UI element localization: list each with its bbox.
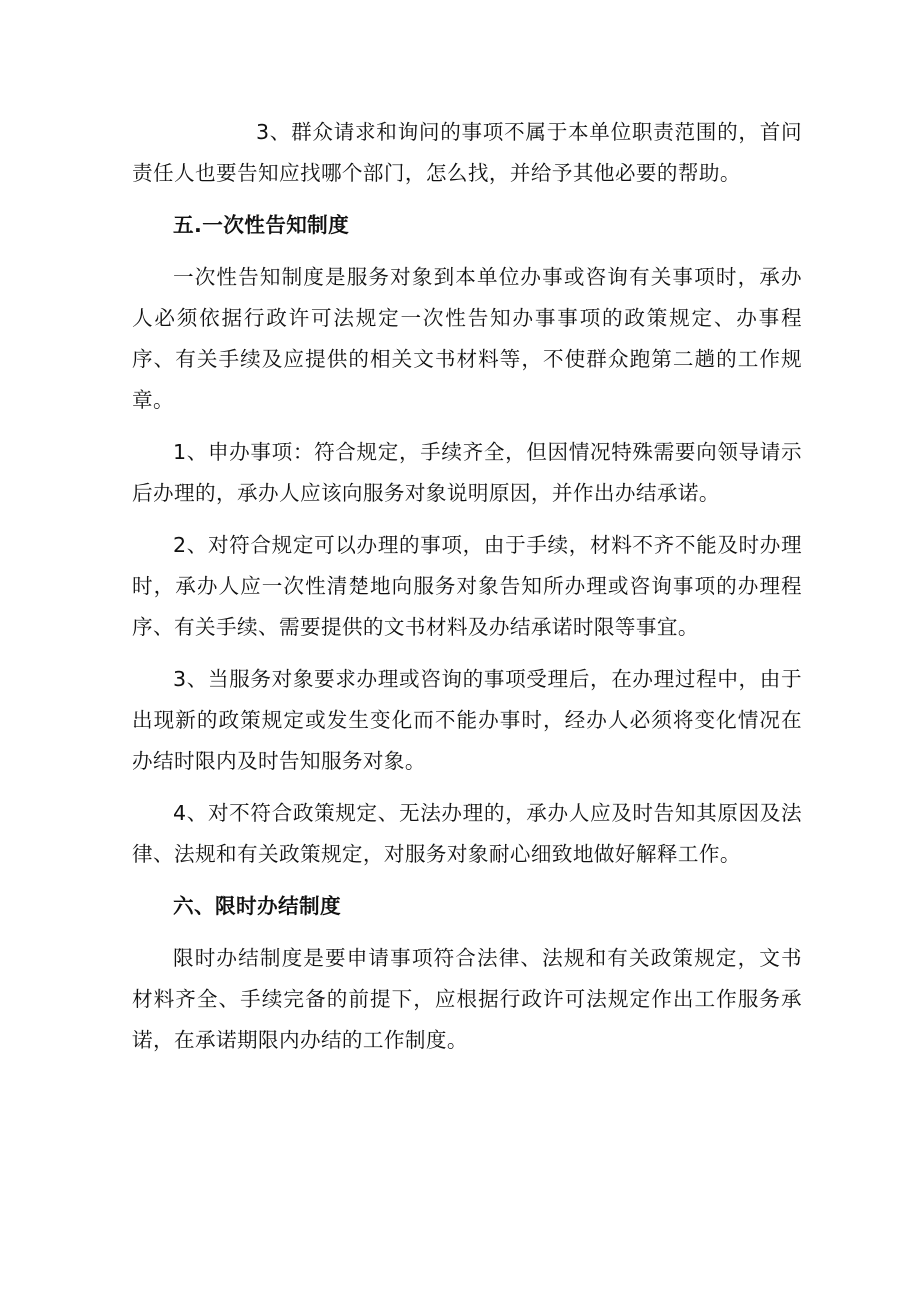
paragraph-one-time-notice-definition: 一次性告知制度是服务对象到本单位办事或咨询有关事项时，承办人必须依据行政许可法规定一次性告知办事事项的政策规定、办事程序、有关手续及应提供的相关文书材料等，不使群众跑第二趟的工作规章。 [132, 265, 802, 412]
paragraph-item-1: 1、申办事项：符合规定，手续齐全，但因情况特殊需要向领导请示后办理的，承办人应该向服务对象说明原因，并作出办结承诺。 [132, 440, 802, 505]
paragraph-item-3-redirect: 3、群众请求和询问的事项不属于本单位职责范围的，首问责任人也要告知应找哪个部门，怎么找，并给予其他必要的帮助。 [132, 120, 802, 185]
paragraph-item-3: 3、当服务对象要求办理或咨询的事项受理后，在办理过程中，由于出现新的政策规定或发生变化而不能办事时，经办人必须将变化情况在办结时限内及时告知服务对象。 [132, 667, 802, 773]
section-heading-six: 六、限时办结制度 [173, 894, 341, 918]
section-heading-five: 五.一次性告知制度 [173, 213, 350, 237]
paragraph-item-4: 4、对不符合政策规定、无法办理的，承办人应及时告知其原因及法律、法规和有关政策规定，对服务对象耐心细致地做好解释工作。 [132, 801, 802, 866]
paragraph-time-limit-definition: 限时办结制度是要申请事项符合法律、法规和有关政策规定，文书材料齐全、手续完备的前提下，应根据行政许可法规定作出工作服务承诺，在承诺期限内办结的工作制度。 [132, 946, 802, 1052]
document-body [132, 112, 802, 1072]
paragraph-item-2: 2、对符合规定可以办理的事项，由于手续，材料不齐不能及时办理时，承办人应一次性清楚地向服务对象告知所办理或咨询事项的办理程序、有关手续、需要提供的文书材料及办结承诺时限等事宜。 [132, 533, 802, 639]
